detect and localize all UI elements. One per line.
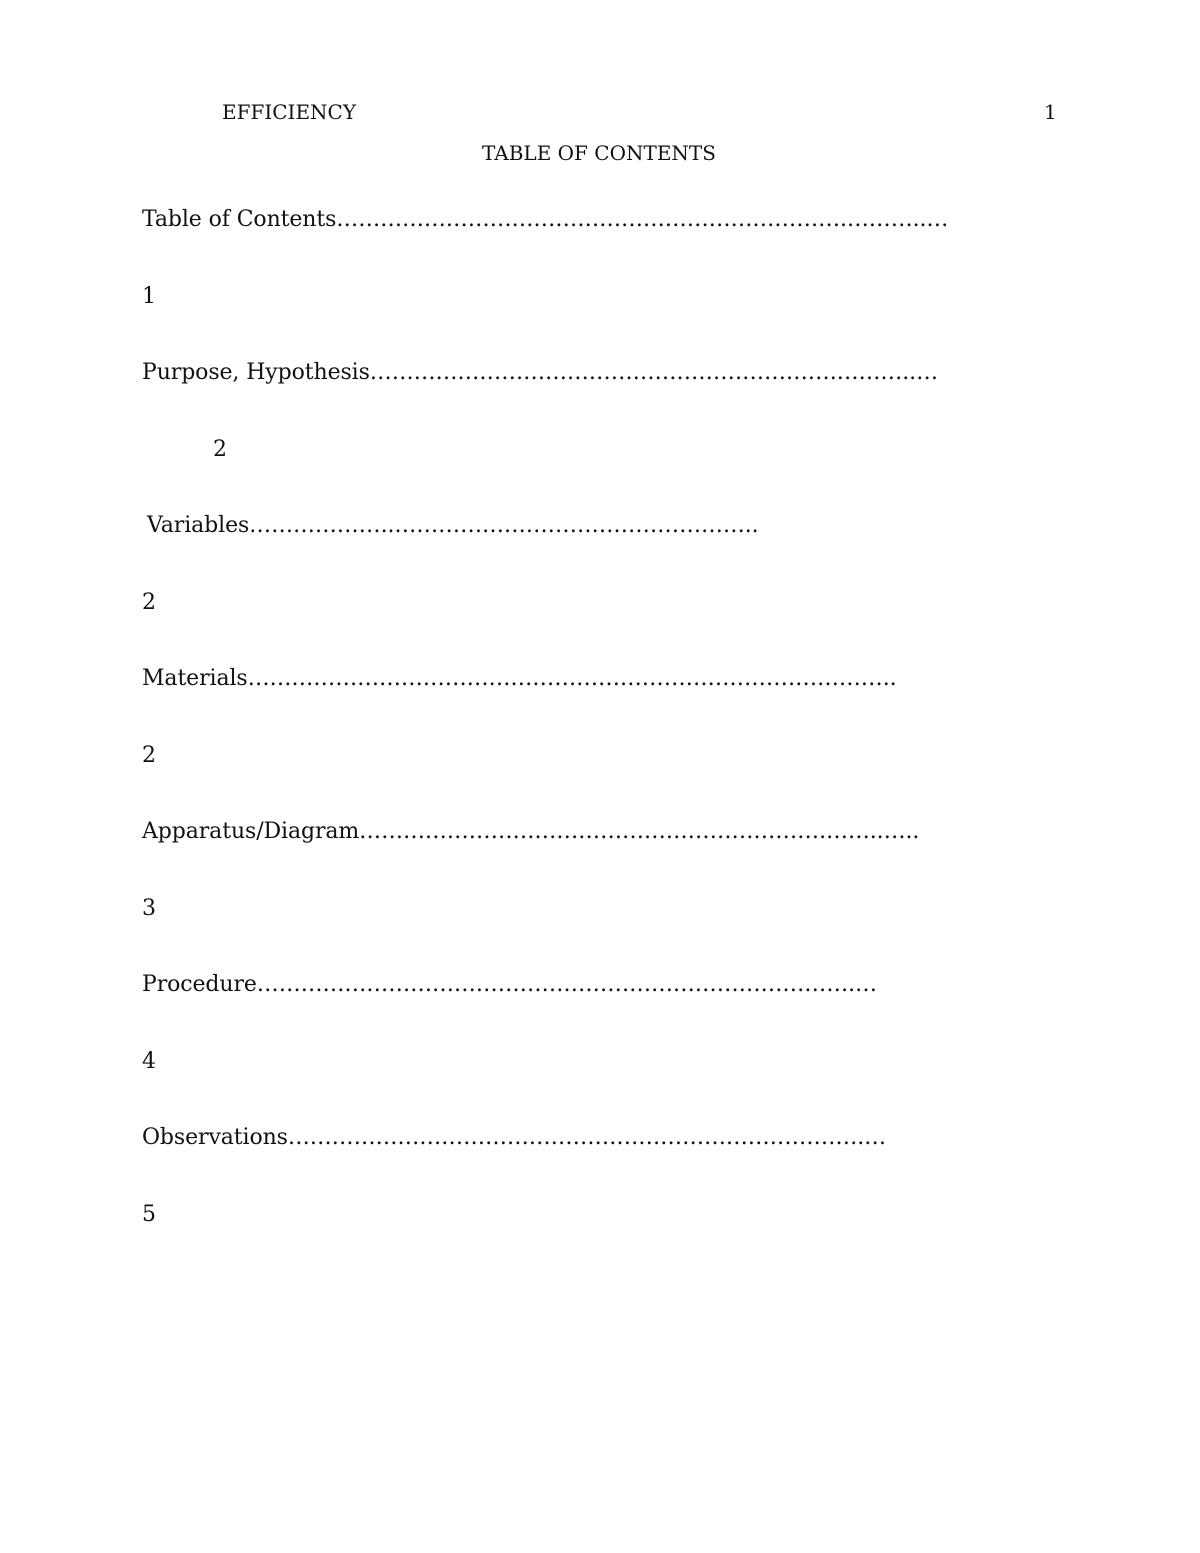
toc-entry-variables: Variables………………..………………………………………….. — [147, 513, 759, 538]
running-head: EFFICIENCY — [222, 100, 357, 124]
toc-page-number: 4 — [142, 1049, 156, 1074]
toc-page-number: 5 — [142, 1202, 156, 1227]
toc-entry-table-of-contents: Table of Contents…………………………………………………………….………..… — [142, 207, 949, 232]
toc-page-number: 1 — [142, 284, 156, 309]
toc-entry-observations: Observations…………………………………………………………………….… — [142, 1125, 887, 1150]
toc-page-number: 2 — [142, 590, 156, 615]
page-title: TABLE OF CONTENTS — [482, 141, 716, 165]
toc-page-number: 3 — [142, 896, 156, 921]
toc-entry-purpose-hypothesis: Purpose, Hypothesis……………………………………………………….………..… — [142, 360, 938, 385]
toc-page-number: 2 — [213, 437, 227, 462]
toc-page-number: 2 — [142, 743, 156, 768]
page-number: 1 — [1044, 100, 1057, 124]
toc-entry-apparatus-diagram: Apparatus/Diagram……………………………………………………….……..….. — [142, 819, 920, 844]
toc-entry-materials: Materials…………………………………………………………………………….. — [142, 666, 897, 691]
toc-entry-procedure: Procedure……………………………………………………………………….… — [142, 972, 877, 997]
